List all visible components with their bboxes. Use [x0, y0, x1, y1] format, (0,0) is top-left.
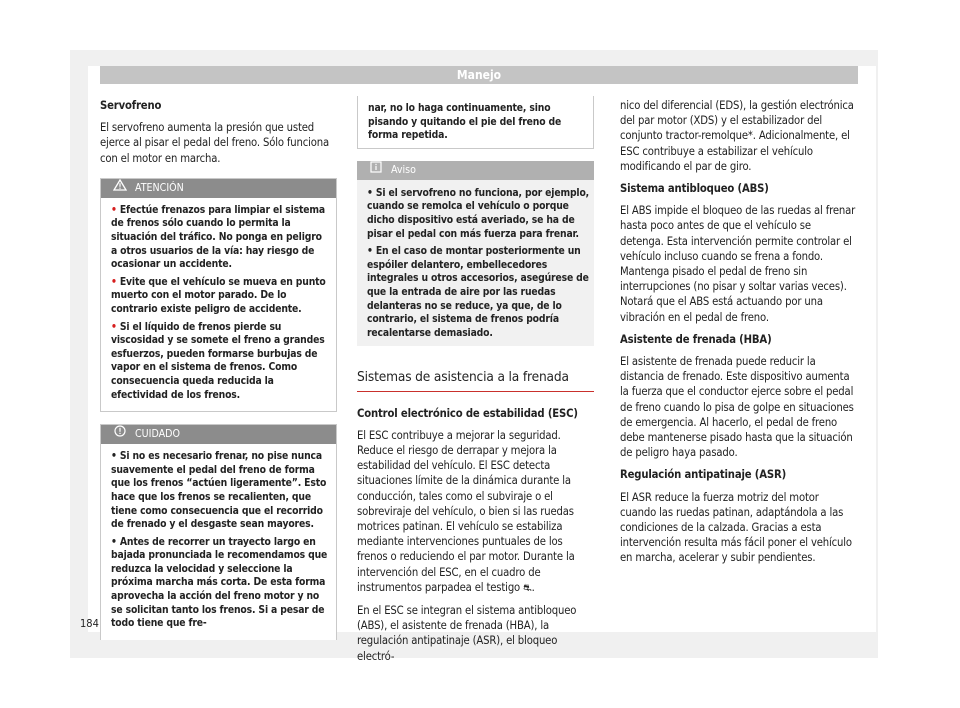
servofreno-heading: Servofreno [100, 99, 162, 112]
aviso-title: Aviso [391, 163, 416, 176]
cuidado-item: • Antes de recorrer un trayecto largo en bajada pronunciada le recomendamos que reduzca la velocidad y seleccione la próxima marcha más corta. De esta forma aprovecha la acción del freno motor y no se solicitan tanto los frenos. Si a pesar de todo tiene que fre- [111, 535, 328, 630]
esc-paragraph: El ESC contribuye a mejorar la seguridad. Reduce el riesgo de derrapar y mejora la estabilidad del vehículo. El ESC detecta situaciones límite de la dinámica durante la conducción, tales como el subviraje o el sobreviraje del vehículo, o bien si las ruedas motrices patinan. El vehículo se estabiliza mediante intervenciones puntuales de los frenos o reduciendo el par motor. Durante la intervención del ESC, en el cuadro de instrumentos parpadea el testigo ⛐. [357, 428, 594, 596]
hba-heading: Asistente de frenada (HBA) [620, 332, 772, 346]
column-left [100, 98, 337, 648]
atencion-item: • Evite que el vehículo se mueva en punto muerto con el motor parado. De lo contrario existe peligro de accidente. [111, 275, 326, 315]
column-middle [357, 96, 594, 671]
abs-heading: Sistema antibloqueo (ABS) [620, 182, 769, 196]
page-number: 184 [80, 617, 99, 630]
atencion-item: • Si el líquido de frenos pierde su viscosidad y se somete el freno a grandes esfuerzos, pueden formarse burbujas de vapor en el sistema de frenos. Como consecuencia queda reducida la efectividad de los frenos. [111, 320, 325, 401]
warning-icon [111, 179, 129, 198]
cuidado-box-continued [357, 96, 594, 149]
abs-text: El ABS impide el bloqueo de las ruedas al frenar hasta poco antes de que el vehículo se detenga. Esta intervención permite controlar el vehículo incluso cuando se frena a fondo. Mantenga pisado el pedal de freno sin interrupciones (no pisar y soltar varias veces). Notará que el ABS está actuando por una vibración en el pedal de freno. [620, 204, 856, 324]
cuidado-title: CUIDADO [135, 428, 180, 441]
section-title: Sistemas de asistencia a la frenada [357, 364, 594, 391]
hba-text: El asistente de frenada puede reducir la distancia de frenado. Este dispositivo aumenta la fuerza que el conductor ejerce sobre el pedal de freno cuando lo pisa de golpe en situaciones de emergencia. Al hacerlo, el pedal de freno debe mantenerse pisado hasta que la situación de peligro haya pasado. [620, 355, 854, 460]
asr-text: El ASR reduce la fuerza motriz del motor cuando las ruedas patinan, adaptándola a las condiciones de la calzada. Gracias a esta intervención resulta más fácil poner el vehículo en marcha, acelerar y subir pendientes. [620, 490, 852, 565]
aviso-item: • Si el servofreno no funciona, por ejemplo, cuando se remolca el vehículo o porque dicho dispositivo está averiado, se ha de pisar el pedal con más fuerza para frenar. [367, 186, 590, 240]
info-circle-icon [111, 425, 129, 444]
aviso-item: • En el caso de montar posteriormente un espóiler delantero, embellecedores integrales u otros accesorios, asegúrese de que la entrada de aire por las ruedas delanteras no se reduce, ya que, de lo contrario, el sistema de frenos podría recalentarse demasiado. [367, 245, 589, 339]
cuidado-continued-text: nar, no lo haga continuamente, sino pisando y quitando el pie del freno de forma repetida. [368, 102, 562, 142]
cuidado-item: • Si no es necesario frenar, no pise nunca suavemente el pedal del freno de forma que los frenos “actúen ligeramente”. Esto hace que los frenos se recalienten, que tiene como consecuencia que el recorrido de frenado y el desgaste sean mayores. [111, 450, 327, 531]
info-icon [367, 161, 385, 180]
atencion-header [101, 179, 336, 198]
aviso-header [357, 161, 594, 180]
cuidado-header [101, 425, 336, 444]
aviso-box [357, 161, 594, 347]
atencion-box [100, 178, 337, 412]
atencion-title: ATENCIÓN [135, 181, 184, 194]
page-header: Manejo [100, 66, 858, 84]
column-right [620, 98, 857, 573]
asr-heading: Regulación antipatinaje (ASR) [620, 468, 787, 482]
esc-warning-lamp-icon: ⛐ [523, 582, 532, 594]
esc-continued: nico del diferencial (EDS), la gestión electrónica del par motor (XDS) y el estabilizador del conjunto tractor-remolque*. Adicionalmente, el ESC contribuye a estabilizar el vehículo modificando el par de giro. [620, 99, 854, 173]
cuidado-box [100, 424, 337, 640]
esc-paragraph-2: En el ESC se integran el sistema antibloqueo (ABS), el asistente de frenada (HBA), la regulación antipatinaje (ASR), el bloqueo electró- [357, 603, 577, 663]
servofreno-intro: El servofreno aumenta la presión que usted ejerce al pisar el pedal del freno. Sólo funciona con el motor en marcha. [100, 121, 330, 165]
atencion-item: • Efectúe frenazos para limpiar el sistema de frenos sólo cuando lo permita la situación del tráfico. No ponga en peligro a otros usuarios de la vía: hay riesgo de ocasionar un accidente. [111, 203, 326, 271]
esc-heading: Control electrónico de estabilidad (ESC) [357, 406, 578, 420]
